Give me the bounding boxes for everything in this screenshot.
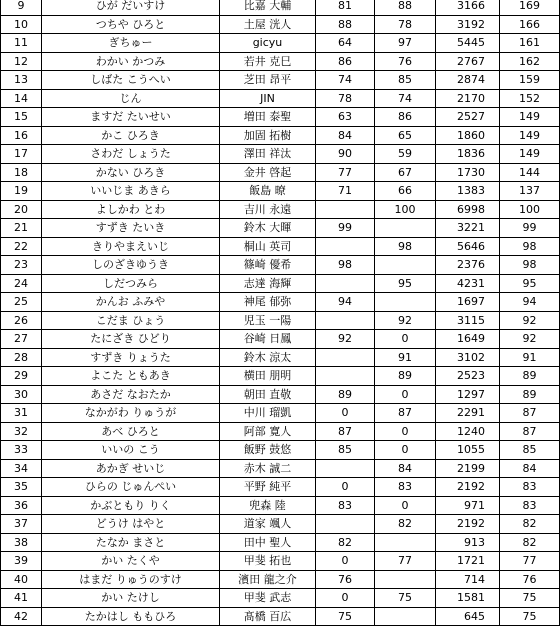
row-number-cell: 32: [1, 422, 42, 441]
name-kana-cell: どうけ はやと: [42, 515, 220, 534]
table-row: [1, 34, 560, 53]
score-1-cell: [316, 237, 375, 256]
total-cell: 971: [436, 496, 500, 515]
points-cell: 83: [500, 496, 560, 515]
row-number-cell: 16: [1, 126, 42, 145]
row-number-cell: 31: [1, 404, 42, 423]
score-2-cell: 85: [375, 71, 436, 90]
score-2-cell: 92: [375, 311, 436, 330]
score-2-cell: 75: [375, 589, 436, 608]
total-cell: 2376: [436, 256, 500, 275]
score-1-cell: 63: [316, 108, 375, 127]
total-cell: 1383: [436, 182, 500, 201]
points-cell: 77: [500, 552, 560, 571]
name-kanji-cell: 土屋 洸人: [220, 15, 316, 34]
name-kanji-cell: 濱田 龍之介: [220, 570, 316, 589]
table-row: [1, 182, 560, 201]
row-number-cell: 39: [1, 552, 42, 571]
points-cell: 87: [500, 422, 560, 441]
score-1-cell: 98: [316, 256, 375, 275]
name-kanji-cell: 芝田 昂平: [220, 71, 316, 90]
points-cell: 92: [500, 330, 560, 349]
name-kanji-cell: 鈴木 大暉: [220, 219, 316, 238]
table-row: [1, 348, 560, 367]
row-number-cell: 17: [1, 145, 42, 164]
score-2-cell: 59: [375, 145, 436, 164]
table-row: [1, 552, 560, 571]
name-kana-cell: こだま ひょう: [42, 311, 220, 330]
name-kanji-cell: 篠崎 優希: [220, 256, 316, 275]
points-cell: 83: [500, 478, 560, 497]
name-kana-cell: いいじま あきら: [42, 182, 220, 201]
name-kanji-cell: 澤田 祥汰: [220, 145, 316, 164]
name-kanji-cell: 吉川 永遠: [220, 200, 316, 219]
score-1-cell: 81: [316, 0, 375, 15]
score-2-cell: [375, 256, 436, 275]
name-kana-cell: よこた ともあき: [42, 367, 220, 386]
name-kana-cell: かんお ふみや: [42, 293, 220, 312]
row-number-cell: 26: [1, 311, 42, 330]
name-kanji-cell: 桐山 英司: [220, 237, 316, 256]
table-row: [1, 52, 560, 71]
score-2-cell: 89: [375, 367, 436, 386]
total-cell: 645: [436, 607, 500, 626]
name-kana-cell: はまだ りゅうのすけ: [42, 570, 220, 589]
name-kana-cell: いいの こう: [42, 441, 220, 460]
points-cell: 152: [500, 89, 560, 108]
table-row: [1, 589, 560, 608]
table-row: [1, 533, 560, 552]
row-number-cell: 37: [1, 515, 42, 534]
points-cell: 149: [500, 108, 560, 127]
score-1-cell: 82: [316, 533, 375, 552]
table-row: [1, 293, 560, 312]
points-cell: 99: [500, 219, 560, 238]
score-1-cell: 84: [316, 126, 375, 145]
name-kanji-cell: 神尾 郁弥: [220, 293, 316, 312]
table-row: [1, 478, 560, 497]
points-cell: 87: [500, 404, 560, 423]
score-1-cell: [316, 274, 375, 293]
score-2-cell: 0: [375, 496, 436, 515]
name-kana-cell: あべ ひろと: [42, 422, 220, 441]
name-kanji-cell: 志達 海輝: [220, 274, 316, 293]
score-1-cell: 92: [316, 330, 375, 349]
name-kana-cell: あかぎ せいじ: [42, 459, 220, 478]
name-kana-cell: ますだ たいせい: [42, 108, 220, 127]
points-cell: 91: [500, 348, 560, 367]
score-1-cell: 71: [316, 182, 375, 201]
row-number-cell: 30: [1, 385, 42, 404]
score-1-cell: 75: [316, 607, 375, 626]
name-kanji-cell: 阿部 寛人: [220, 422, 316, 441]
name-kanji-cell: gicyu: [220, 34, 316, 53]
points-cell: 137: [500, 182, 560, 201]
name-kana-cell: かい たくや: [42, 552, 220, 571]
name-kana-cell: さわだ しょうた: [42, 145, 220, 164]
total-cell: 3221: [436, 219, 500, 238]
table-row: [1, 256, 560, 275]
ranking-table-body: [1, 0, 560, 626]
row-number-cell: 18: [1, 163, 42, 182]
score-1-cell: 78: [316, 89, 375, 108]
total-cell: 1836: [436, 145, 500, 164]
row-number-cell: 38: [1, 533, 42, 552]
total-cell: 1697: [436, 293, 500, 312]
name-kana-cell: かこ ひろき: [42, 126, 220, 145]
total-cell: 913: [436, 533, 500, 552]
total-cell: 3115: [436, 311, 500, 330]
name-kanji-cell: 鈴木 涼太: [220, 348, 316, 367]
points-cell: 94: [500, 293, 560, 312]
total-cell: 2199: [436, 459, 500, 478]
total-cell: 5445: [436, 34, 500, 53]
points-cell: 149: [500, 145, 560, 164]
total-cell: 1721: [436, 552, 500, 571]
table-row: [1, 0, 560, 15]
points-cell: 89: [500, 385, 560, 404]
name-kanji-cell: 髙橋 百広: [220, 607, 316, 626]
table-row: [1, 274, 560, 293]
name-kanji-cell: 甲斐 武志: [220, 589, 316, 608]
row-number-cell: 35: [1, 478, 42, 497]
score-2-cell: [375, 570, 436, 589]
total-cell: 2192: [436, 478, 500, 497]
row-number-cell: 22: [1, 237, 42, 256]
score-2-cell: [375, 533, 436, 552]
points-cell: 89: [500, 367, 560, 386]
name-kana-cell: しばた こうへい: [42, 71, 220, 90]
score-1-cell: 94: [316, 293, 375, 312]
row-number-cell: 10: [1, 15, 42, 34]
score-2-cell: 100: [375, 200, 436, 219]
score-2-cell: 78: [375, 15, 436, 34]
points-cell: 75: [500, 589, 560, 608]
row-number-cell: 28: [1, 348, 42, 367]
row-number-cell: 29: [1, 367, 42, 386]
score-2-cell: 0: [375, 422, 436, 441]
score-2-cell: 0: [375, 441, 436, 460]
total-cell: 2523: [436, 367, 500, 386]
name-kanji-cell: 甲斐 拓也: [220, 552, 316, 571]
total-cell: 1297: [436, 385, 500, 404]
score-2-cell: 66: [375, 182, 436, 201]
name-kana-cell: よしかわ とわ: [42, 200, 220, 219]
name-kana-cell: すずき たいき: [42, 219, 220, 238]
row-number-cell: 40: [1, 570, 42, 589]
total-cell: 714: [436, 570, 500, 589]
row-number-cell: 33: [1, 441, 42, 460]
name-kanji-cell: 飯島 暸: [220, 182, 316, 201]
score-1-cell: 86: [316, 52, 375, 71]
name-kana-cell: ぎちゅー: [42, 34, 220, 53]
name-kanji-cell: 朝田 直敬: [220, 385, 316, 404]
name-kanji-cell: 赤木 誠二: [220, 459, 316, 478]
score-1-cell: [316, 367, 375, 386]
score-2-cell: 91: [375, 348, 436, 367]
name-kana-cell: かぶともり りく: [42, 496, 220, 515]
name-kanji-cell: 増田 泰聖: [220, 108, 316, 127]
name-kana-cell: たなか まさと: [42, 533, 220, 552]
total-cell: 3102: [436, 348, 500, 367]
score-2-cell: 65: [375, 126, 436, 145]
name-kana-cell: わかい かつみ: [42, 52, 220, 71]
total-cell: 2767: [436, 52, 500, 71]
points-cell: 162: [500, 52, 560, 71]
score-1-cell: 77: [316, 163, 375, 182]
score-2-cell: 74: [375, 89, 436, 108]
row-number-cell: 27: [1, 330, 42, 349]
total-cell: 1055: [436, 441, 500, 460]
table-row: [1, 330, 560, 349]
score-1-cell: 0: [316, 404, 375, 423]
total-cell: 2874: [436, 71, 500, 90]
table-row: [1, 15, 560, 34]
total-cell: 5646: [436, 237, 500, 256]
name-kana-cell: ひらの じゅんぺい: [42, 478, 220, 497]
score-1-cell: 89: [316, 385, 375, 404]
name-kana-cell: じん: [42, 89, 220, 108]
name-kana-cell: かい たけし: [42, 589, 220, 608]
score-2-cell: 83: [375, 478, 436, 497]
points-cell: 82: [500, 515, 560, 534]
row-number-cell: 25: [1, 293, 42, 312]
name-kanji-cell: 金井 啓起: [220, 163, 316, 182]
total-cell: 1860: [436, 126, 500, 145]
total-cell: 1730: [436, 163, 500, 182]
table-row: [1, 311, 560, 330]
total-cell: 1649: [436, 330, 500, 349]
table-row: [1, 404, 560, 423]
score-2-cell: 86: [375, 108, 436, 127]
points-cell: 92: [500, 311, 560, 330]
score-1-cell: 99: [316, 219, 375, 238]
score-2-cell: 88: [375, 0, 436, 15]
score-2-cell: 84: [375, 459, 436, 478]
name-kanji-cell: 若井 克巳: [220, 52, 316, 71]
name-kana-cell: すずき りょうた: [42, 348, 220, 367]
score-2-cell: 76: [375, 52, 436, 71]
points-cell: 161: [500, 34, 560, 53]
score-2-cell: 87: [375, 404, 436, 423]
name-kana-cell: つちや ひろと: [42, 15, 220, 34]
name-kanji-cell: 谷崎 日鳳: [220, 330, 316, 349]
row-number-cell: 23: [1, 256, 42, 275]
table-row: [1, 459, 560, 478]
name-kana-cell: しのざきゆうき: [42, 256, 220, 275]
row-number-cell: 11: [1, 34, 42, 53]
name-kanji-cell: 比嘉 大輔: [220, 0, 316, 15]
name-kanji-cell: 児玉 一陽: [220, 311, 316, 330]
table-row: [1, 200, 560, 219]
score-1-cell: [316, 348, 375, 367]
table-row: [1, 496, 560, 515]
score-1-cell: [316, 200, 375, 219]
total-cell: 2192: [436, 515, 500, 534]
total-cell: 6998: [436, 200, 500, 219]
points-cell: 84: [500, 459, 560, 478]
table-row: [1, 570, 560, 589]
row-number-cell: 42: [1, 607, 42, 626]
score-2-cell: 0: [375, 330, 436, 349]
total-cell: 3166: [436, 0, 500, 15]
name-kana-cell: あさだ なおたか: [42, 385, 220, 404]
total-cell: 2527: [436, 108, 500, 127]
table-row: [1, 607, 560, 626]
score-1-cell: 76: [316, 570, 375, 589]
name-kana-cell: たにざき ひどり: [42, 330, 220, 349]
score-1-cell: 74: [316, 71, 375, 90]
row-number-cell: 13: [1, 71, 42, 90]
score-2-cell: 95: [375, 274, 436, 293]
score-2-cell: 82: [375, 515, 436, 534]
row-number-cell: 36: [1, 496, 42, 515]
name-kana-cell: しだつみら: [42, 274, 220, 293]
name-kana-cell: ひが だいすけ: [42, 0, 220, 15]
name-kanji-cell: 飯野 鼓悠: [220, 441, 316, 460]
total-cell: 2170: [436, 89, 500, 108]
points-cell: 149: [500, 126, 560, 145]
score-1-cell: [316, 459, 375, 478]
score-1-cell: 88: [316, 15, 375, 34]
score-1-cell: 90: [316, 145, 375, 164]
table-row: [1, 145, 560, 164]
total-cell: 2291: [436, 404, 500, 423]
points-cell: 85: [500, 441, 560, 460]
table-row: [1, 515, 560, 534]
table-row: [1, 108, 560, 127]
row-number-cell: 19: [1, 182, 42, 201]
table-row: [1, 422, 560, 441]
row-number-cell: 24: [1, 274, 42, 293]
score-1-cell: [316, 515, 375, 534]
score-2-cell: 67: [375, 163, 436, 182]
total-cell: 3192: [436, 15, 500, 34]
points-cell: 98: [500, 237, 560, 256]
name-kanji-cell: 道家 颯人: [220, 515, 316, 534]
name-kanji-cell: 中川 瑠凱: [220, 404, 316, 423]
row-number-cell: 12: [1, 52, 42, 71]
score-1-cell: 87: [316, 422, 375, 441]
points-cell: 76: [500, 570, 560, 589]
score-2-cell: 97: [375, 34, 436, 53]
name-kanji-cell: 兜森 陸: [220, 496, 316, 515]
score-1-cell: 83: [316, 496, 375, 515]
score-1-cell: 85: [316, 441, 375, 460]
name-kana-cell: たかはし ももひろ: [42, 607, 220, 626]
total-cell: 4231: [436, 274, 500, 293]
points-cell: 75: [500, 607, 560, 626]
table-row: [1, 441, 560, 460]
table-row: [1, 89, 560, 108]
points-cell: 166: [500, 15, 560, 34]
score-2-cell: 77: [375, 552, 436, 571]
score-1-cell: 64: [316, 34, 375, 53]
table-row: [1, 385, 560, 404]
name-kana-cell: なかがわ りゅうが: [42, 404, 220, 423]
table-row: [1, 71, 560, 90]
score-1-cell: 0: [316, 589, 375, 608]
row-number-cell: 9: [1, 0, 42, 15]
points-cell: 100: [500, 200, 560, 219]
table-row: [1, 163, 560, 182]
table-row: [1, 367, 560, 386]
table-row: [1, 237, 560, 256]
name-kana-cell: かない ひろき: [42, 163, 220, 182]
score-2-cell: 0: [375, 385, 436, 404]
row-number-cell: 20: [1, 200, 42, 219]
points-cell: 82: [500, 533, 560, 552]
points-cell: 144: [500, 163, 560, 182]
row-number-cell: 21: [1, 219, 42, 238]
score-2-cell: [375, 607, 436, 626]
points-cell: 159: [500, 71, 560, 90]
points-cell: 98: [500, 256, 560, 275]
name-kanji-cell: 横田 朋明: [220, 367, 316, 386]
points-cell: 95: [500, 274, 560, 293]
total-cell: 1240: [436, 422, 500, 441]
name-kanji-cell: 平野 純平: [220, 478, 316, 497]
row-number-cell: 41: [1, 589, 42, 608]
score-2-cell: [375, 293, 436, 312]
row-number-cell: 15: [1, 108, 42, 127]
score-1-cell: 0: [316, 552, 375, 571]
name-kanji-cell: JIN: [220, 89, 316, 108]
row-number-cell: 14: [1, 89, 42, 108]
name-kana-cell: きりやまえいじ: [42, 237, 220, 256]
score-1-cell: [316, 311, 375, 330]
score-2-cell: [375, 219, 436, 238]
name-kanji-cell: 加固 拓樹: [220, 126, 316, 145]
table-row: [1, 126, 560, 145]
points-cell: 169: [500, 0, 560, 15]
table-row: [1, 219, 560, 238]
score-1-cell: 0: [316, 478, 375, 497]
row-number-cell: 34: [1, 459, 42, 478]
score-2-cell: 98: [375, 237, 436, 256]
name-kanji-cell: 田中 聖人: [220, 533, 316, 552]
total-cell: 1581: [436, 589, 500, 608]
